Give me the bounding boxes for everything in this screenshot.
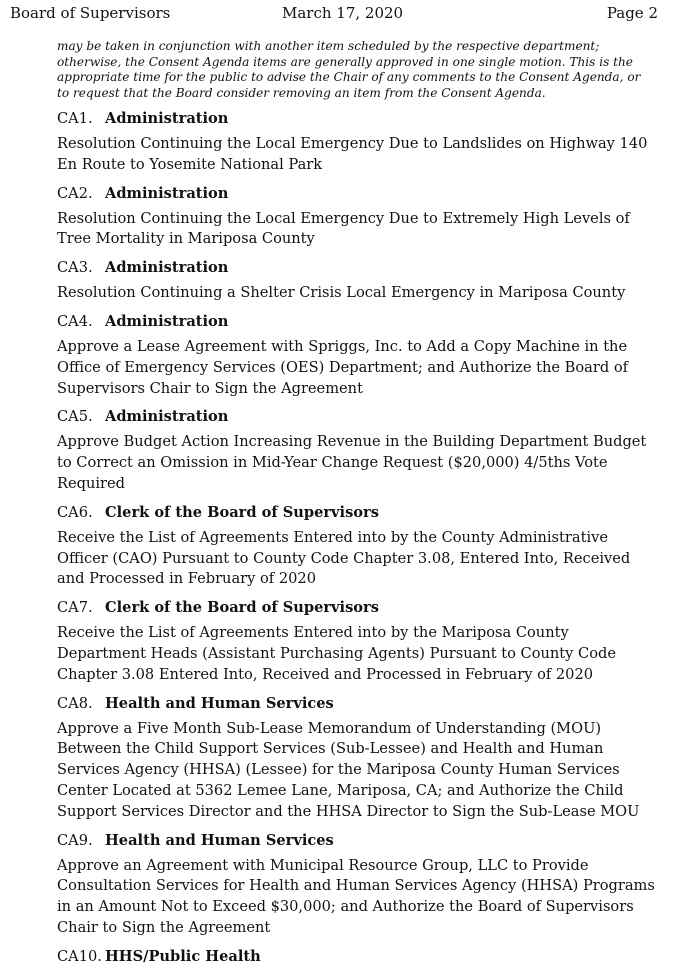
agenda-item-number: CA9. [57, 831, 93, 849]
agenda-item-description-line: Required [57, 474, 125, 492]
agenda-item-description-line: in an Amount Not to Exceed $30,000; and Authorize the Board of Supervisors [57, 898, 634, 916]
agenda-item-description-line: Chair to Sign the Agreement [57, 918, 271, 936]
agenda-item-department: Administration [105, 408, 229, 426]
agenda-item-description [57, 528, 667, 590]
agenda-item-description [57, 432, 667, 494]
agenda-item-description [57, 623, 667, 685]
agenda-item-description [57, 209, 667, 251]
agenda-item [57, 947, 667, 967]
consent-agenda-intro [57, 39, 657, 101]
intro-line: to request that the Board consider removing an item from the Consent Agenda. [57, 85, 546, 100]
agenda-item-description-line: Approve a Five Month Sub-Lease Memorandum of Understanding (MOU) [57, 719, 602, 737]
agenda-item [57, 598, 667, 685]
agenda-item-description-line: to Correct an Omission in Mid-Year Change Request ($20,000) 4/5ths Vote [57, 454, 608, 472]
agenda-item-department: Health and Human Services [105, 694, 334, 712]
agenda-item-department: Clerk of the Board of Supervisors [105, 599, 379, 617]
agenda-item-number: CA6. [57, 503, 93, 521]
agenda-item-number: CA2. [57, 184, 93, 202]
agenda-item-description [57, 134, 667, 176]
agenda-item-description-line: Officer (CAO) Pursuant to County Code Chapter 3.08, Entered Into, Received [57, 549, 631, 567]
agenda-item-description-line: Center Located at 5362 Lemee Lane, Mariposa, CA; and Authorize the Child [57, 781, 624, 799]
agenda-item-description [57, 856, 667, 939]
agenda-item [57, 109, 667, 176]
agenda-item-description-line: Approve Budget Action Increasing Revenue in the Building Department Budget [57, 433, 647, 451]
agenda-item-description-line: Consultation Services for Health and Human Services Agency (HHSA) Programs [57, 877, 655, 895]
consent-agenda-list [57, 109, 667, 972]
agenda-item-heading [57, 184, 667, 204]
agenda-item-description-line: Chapter 3.08 Entered Into, Received and Processed in February of 2020 [57, 665, 594, 683]
agenda-item [57, 831, 667, 939]
agenda-item-heading [57, 694, 667, 714]
agenda-item-description-line: Supervisors Chair to Sign the Agreement [57, 379, 363, 397]
agenda-item-heading [57, 312, 667, 332]
agenda-item [57, 503, 667, 590]
agenda-item-number: CA7. [57, 599, 93, 617]
agenda-item [57, 312, 667, 399]
agenda-item-description-line: Receive the List of Agreements Entered into by the Mariposa County [57, 624, 569, 642]
agenda-item-number: CA10. [57, 947, 102, 965]
agenda-item-description-line: Resolution Continuing the Local Emergency Due to Landslides on Highway 140 [57, 135, 648, 152]
agenda-item-description [57, 283, 667, 304]
agenda-item-description-line: Resolution Continuing a Shelter Crisis Local Emergency in Mariposa County [57, 284, 626, 302]
agenda-item-heading [57, 109, 667, 129]
header-board-name: Board of Supervisors [10, 4, 171, 22]
agenda-item [57, 694, 667, 823]
agenda-item-department: Administration [105, 259, 229, 277]
agenda-item-department: Administration [105, 312, 229, 330]
agenda-item-description-line: Tree Mortality in Mariposa County [57, 230, 315, 248]
agenda-item-number: CA8. [57, 694, 93, 712]
agenda-item-description-line: Office of Emergency Services (OES) Department; and Authorize the Board of [57, 358, 629, 376]
header-page-number: Page 2 [606, 4, 658, 22]
intro-line: otherwise, the Consent Agenda items are generally approved in one single motion. This is the [57, 54, 633, 69]
header-date: March 17, 2020 [282, 4, 404, 22]
agenda-item-department: Health and Human Services [105, 831, 334, 849]
agenda-item-description-line: En Route to Yosemite National Park [57, 155, 323, 173]
agenda-item-department: Clerk of the Board of Supervisors [105, 503, 379, 521]
agenda-item-description-line: Support Services Director and the HHSA Director to Sign the Sub-Lease MOU [57, 802, 640, 820]
agenda-item-description-line: Resolution Continuing the Local Emergency Due to Extremely High Levels of [57, 209, 630, 227]
agenda-item-description [57, 337, 667, 399]
agenda-item-description-line: Between the Child Support Services (Sub-Lessee) and Health and Human [57, 740, 604, 758]
page-header [10, 4, 658, 24]
agenda-item [57, 258, 667, 304]
agenda-item-number: CA1. [57, 110, 93, 127]
agenda-item-heading [57, 598, 667, 618]
agenda-item-description-line: Services Agency (HHSA) (Lessee) for the Mariposa County Human Services [57, 761, 620, 779]
agenda-item-heading [57, 947, 667, 967]
agenda-item-heading [57, 831, 667, 851]
agenda-item-description-line: Approve an Agreement with Municipal Resource Group, LLC to Provide [57, 856, 589, 874]
agenda-item [57, 184, 667, 251]
agenda-item-heading [57, 407, 667, 427]
agenda-item-department: Administration [105, 110, 229, 127]
agenda-item-description-line: Department Heads (Assistant Purchasing Agents) Pursuant to County Code [57, 644, 616, 662]
agenda-item-description [57, 719, 667, 823]
agenda-item-heading [57, 503, 667, 523]
intro-line: may be taken in conjunction with another item scheduled by the respective department; [57, 39, 600, 53]
agenda-item [57, 407, 667, 494]
agenda-item-description-line: Receive the List of Agreements Entered into by the County Administrative [57, 528, 608, 546]
agenda-item-department: Administration [105, 184, 229, 202]
agenda-item-number: CA4. [57, 312, 93, 330]
agenda-item-description-line: and Processed in February of 2020 [57, 570, 316, 588]
agenda-item-heading [57, 258, 667, 278]
agenda-item-number: CA3. [57, 259, 93, 277]
agenda-item-department: HHS/Public Health [105, 947, 261, 965]
intro-line: appropriate time for the public to advise the Chair of any comments to the Consent Agenda, or [57, 70, 641, 84]
agenda-item-number: CA5. [57, 408, 93, 426]
agenda-item-description-line: Approve a Lease Agreement with Spriggs, Inc. to Add a Copy Machine in the [57, 337, 628, 355]
